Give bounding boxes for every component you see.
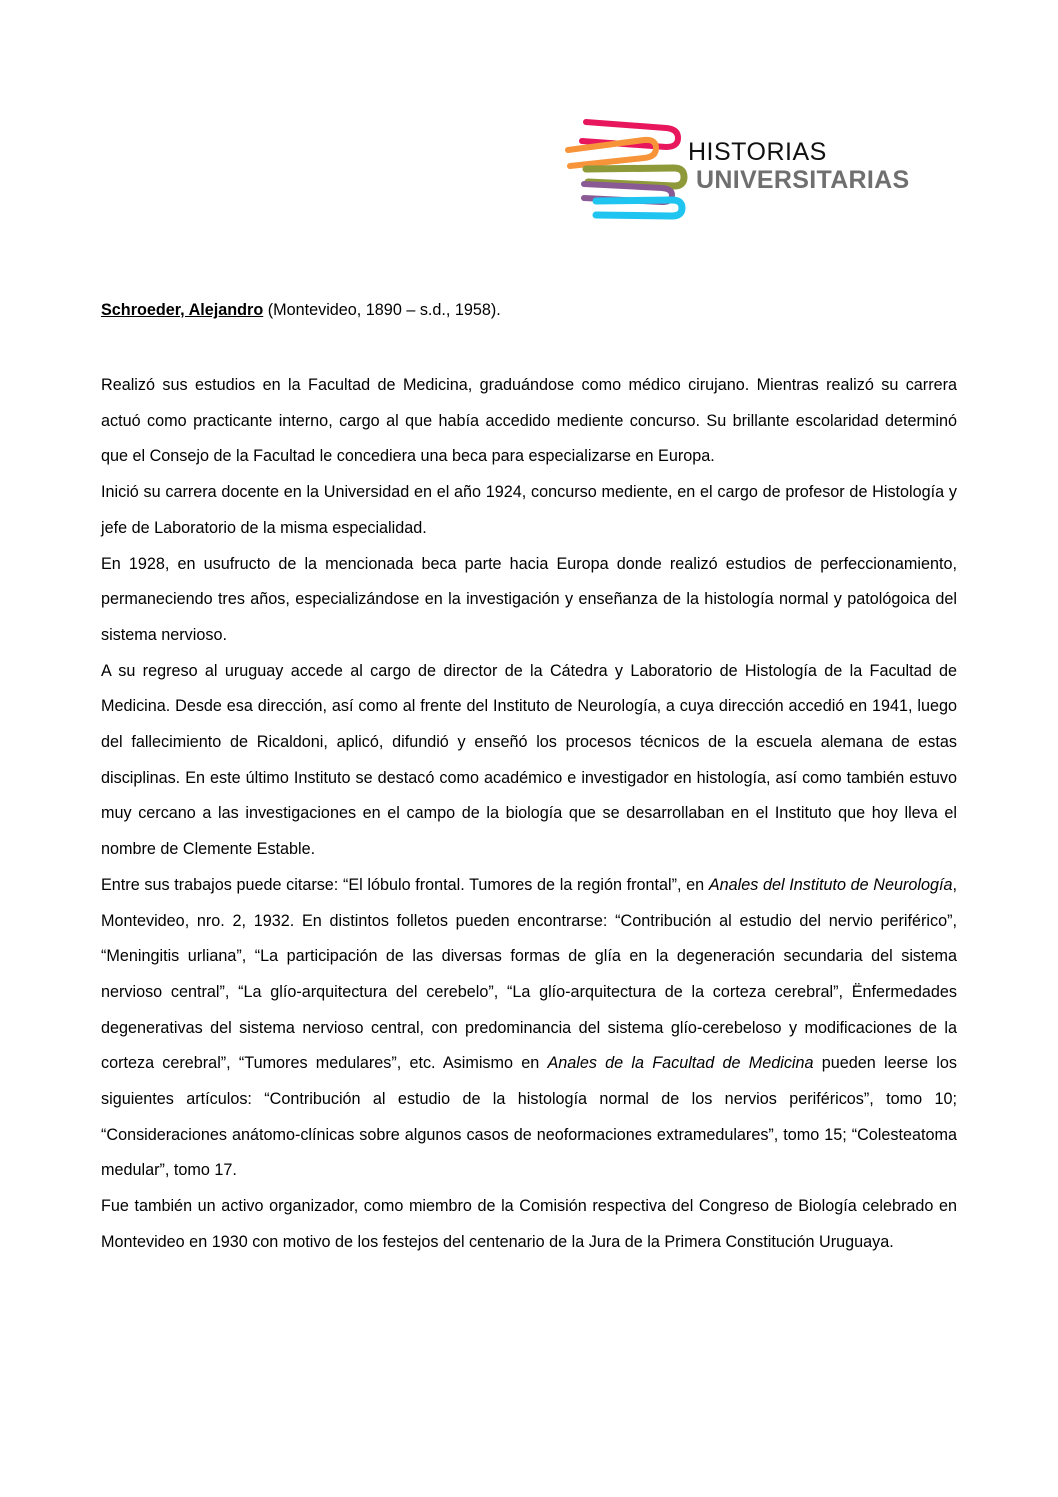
paragraph-europe-studies: En 1928, en usufructo de la mencionada beca parte hacia Europa donde realizó estudios de perfeccionamiento, permaneciendo tres años, especializándose en la investigación y enseñanza de la histología normal y patológoica del sistema nervioso. <box>101 554 957 644</box>
journal-title-medicina: Anales de la Facultad de Medicina <box>547 1054 814 1073</box>
publications-text-3: pueden leerse los siguientes artículos: “Contribución al estudio de la histología normal de los nervios periféricos”, tomo 10; “Consideraciones anátomo-clínicas sobre algunos casos de neoformaciones extramedulares”, tomo 15; “Colesteatoma medular”, tomo 17. <box>101 1054 957 1180</box>
logo-title-line1: HISTORIAS <box>688 138 827 166</box>
paragraph-education: Realizó sus estudios en la Facultad de Medicina, graduándose como médico cirujano. Mientras realizó su carrera actuó como practicante interno, cargo al que había accedido mediente concurso. Su brillante escolaridad determinó que el Consejo de la Facultad le concediera una beca para especializarse en Europa. <box>101 376 957 466</box>
paragraph-teaching-career: Inició su carrera docente en la Universidad en el año 1924, concurso mediente, en el cargo de profesor de Histología y jefe de Laboratorio de la misma especialidad. <box>101 483 957 537</box>
entry-heading <box>101 299 961 321</box>
stacked-books-icon <box>562 116 688 220</box>
publications-text-1: Entre sus trabajos puede citarse: “El lóbulo frontal. Tumores de la región frontal”, en <box>101 875 709 894</box>
birth-death-details: (Montevideo, 1890 – s.d., 1958). <box>263 301 501 319</box>
person-name: Schroeder, Alejandro <box>101 301 264 319</box>
paragraph-return-director: A su regreso al uruguay accede al cargo de director de la Cátedra y Laboratorio de Histología de la Facultad de Medicina. Desde esa dirección, así como al frente del Instituto de Neurología, a cuya dirección accedió en 1941, luego del fallecimiento de Ricaldoni, aplicó, difundió y enseñó los procesos técnicos de la escuela alemana de estas disciplinas. En este último Instituto se destacó como académico e investigador en histología, así como también estuvo muy cercano a las investigaciones en el campo de la biología que se desarrollaban en el Instituto que hoy lleva el nombre de Clemente Estable. <box>101 661 957 859</box>
paragraph-organizer: Fue también un activo organizador, como miembro de la Comisión respectiva del Congreso de Biología celebrado en Montevideo en 1930 con motivo de los festejos del centenario de la Jura de la Primera Constitución Uruguaya. <box>101 1197 957 1251</box>
publications-text-2: , Montevideo, nro. 2, 1932. En distintos folletos pueden encontrarse: “Contribución al estudio del nervio periférico”, “Meningitis urliana”, “La participación de las diversas formas de glía en la degeneración secundaria del sistema nervioso central”, “La glío-arquitectura del cerebelo”, “La glío-arquitectura de la corteza cerebral”, Ënfermedades degenerativas del sistema nervioso central, con predominancia del sistema glío-cerebeloso y modificaciones de la corteza cerebral”, “Tumores medulares”, etc. Asimismo en <box>101 875 957 1073</box>
biography-body <box>101 368 957 1261</box>
journal-title-neurologia: Anales del Instituto de Neurología <box>708 875 953 894</box>
logo-title-line2: UNIVERSITARIAS <box>696 166 910 194</box>
paragraph-publications <box>101 868 957 1189</box>
historias-universitarias-logo <box>562 116 942 220</box>
